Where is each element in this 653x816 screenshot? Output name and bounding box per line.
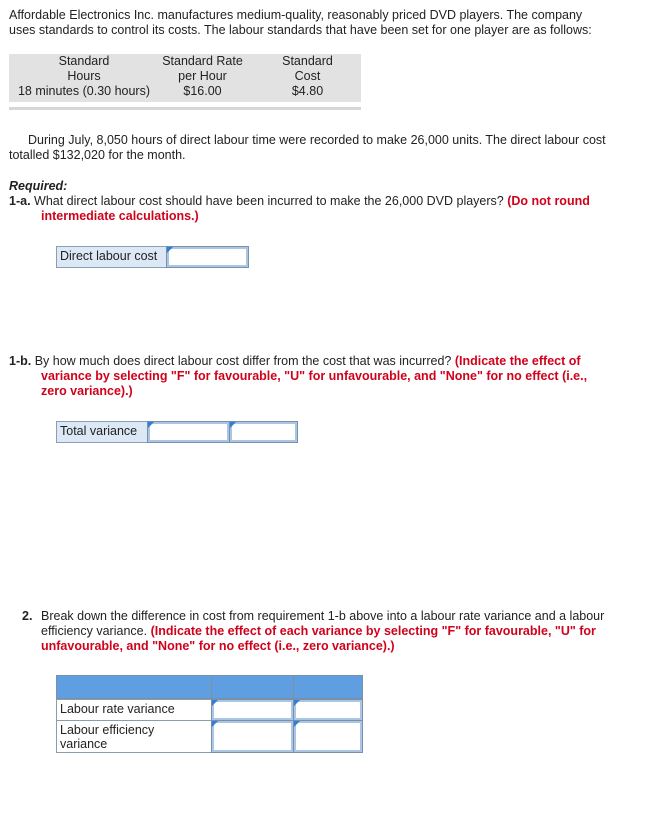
standard-rate-header-1: Standard Rate: [162, 54, 243, 68]
direct-labour-cost-label: Direct labour cost: [56, 246, 167, 268]
input-marker-icon: [148, 422, 154, 428]
table-header-effect-cell: [293, 675, 363, 699]
required-heading: Required:: [9, 179, 68, 193]
july-line-2: totalled $132,020 for the month.: [9, 148, 186, 162]
standard-hours-column: [9, 54, 159, 99]
standard-cost-header-2: Cost: [294, 69, 321, 83]
input-marker-icon: [212, 721, 218, 727]
question-1a-note-1: (Do not round: [507, 194, 590, 208]
input-marker-icon: [230, 422, 236, 428]
standard-cost-value: $4.80: [291, 84, 324, 98]
labour-rate-variance-amount-input[interactable]: [211, 699, 294, 721]
intro-line-2: uses standards to control its costs. The labour standards that have been set for one player are as follows:: [9, 23, 592, 37]
standard-rate-header-2: per Hour: [178, 69, 227, 83]
question-2-line-2: efficiency variance.: [41, 624, 148, 638]
question-2-line-1: Break down the difference in cost from requirement 1-b above into a labour rate variance and a labour: [41, 609, 605, 623]
labour-efficiency-variance-amount-input[interactable]: [211, 720, 294, 753]
input-marker-icon: [167, 247, 173, 253]
total-variance-effect-select[interactable]: [229, 421, 298, 443]
standard-rate-value: $16.00: [183, 84, 222, 98]
labour-efficiency-variance-label-line-1: Labour efficiency: [60, 723, 155, 737]
input-marker-icon: [294, 700, 300, 706]
total-variance-label: Total variance: [56, 421, 148, 443]
standards-table-divider: [9, 107, 361, 110]
total-variance-amount-input[interactable]: [147, 421, 230, 443]
july-line-1: During July, 8,050 hours of direct labour time were recorded to make 26,000 units. The direct labour cost: [28, 133, 606, 147]
question-2-note-2: unfavourable, and "None" for no effect (i.e., zero variance).): [41, 639, 395, 653]
standard-hours-header-2: Hours: [67, 69, 101, 83]
question-1b: [9, 354, 649, 369]
standard-rate-column: [155, 54, 250, 99]
question-2-note-1: (Indicate the effect of each variance by selecting "F" for favourable, "U" for: [150, 624, 596, 638]
question-1b-text: By how much does direct labour cost differ from the cost that was incurred?: [34, 354, 452, 368]
question-1b-note-1: (Indicate the effect of: [454, 354, 581, 368]
question-1a-note-2: intermediate calculations.): [41, 209, 199, 223]
intro-line-1: Affordable Electronics Inc. manufactures medium-quality, reasonably priced DVD players. The company: [9, 8, 583, 22]
labour-efficiency-variance-effect-select[interactable]: [293, 720, 363, 753]
input-marker-icon: [294, 721, 300, 727]
question-1a: [9, 194, 649, 209]
labour-efficiency-variance-label: [56, 720, 212, 753]
question-1b-note-3: zero variance).): [41, 384, 133, 398]
standard-cost-header-1: Standard: [282, 54, 333, 68]
question-1b-number: 1-b.: [9, 354, 32, 368]
input-marker-icon: [212, 700, 218, 706]
table-header-label-cell: [56, 675, 212, 699]
direct-labour-cost-input[interactable]: [166, 246, 249, 268]
question-2: [41, 609, 646, 654]
standard-cost-column: [270, 54, 345, 99]
labour-efficiency-variance-label-line-2: variance: [60, 737, 108, 751]
labour-rate-variance-label: Labour rate variance: [56, 699, 212, 721]
question-1b-note-2: variance by selecting "F" for favourable, "U" for unfavourable, and "None" for no effect (i.e.,: [41, 369, 588, 383]
question-1a-text: What direct labour cost should have been incurred to make the 26,000 DVD players?: [34, 194, 504, 208]
standard-hours-value: 18 minutes (0.30 hours): [17, 84, 150, 98]
labour-rate-variance-effect-select[interactable]: [293, 699, 363, 721]
intro-paragraph: [9, 8, 592, 38]
question-1a-number: 1-a.: [9, 194, 31, 208]
july-paragraph: [9, 133, 606, 163]
question-2-number: 2.: [22, 609, 33, 623]
table-header-amount-cell: [211, 675, 294, 699]
standard-hours-header-1: Standard: [58, 54, 110, 68]
